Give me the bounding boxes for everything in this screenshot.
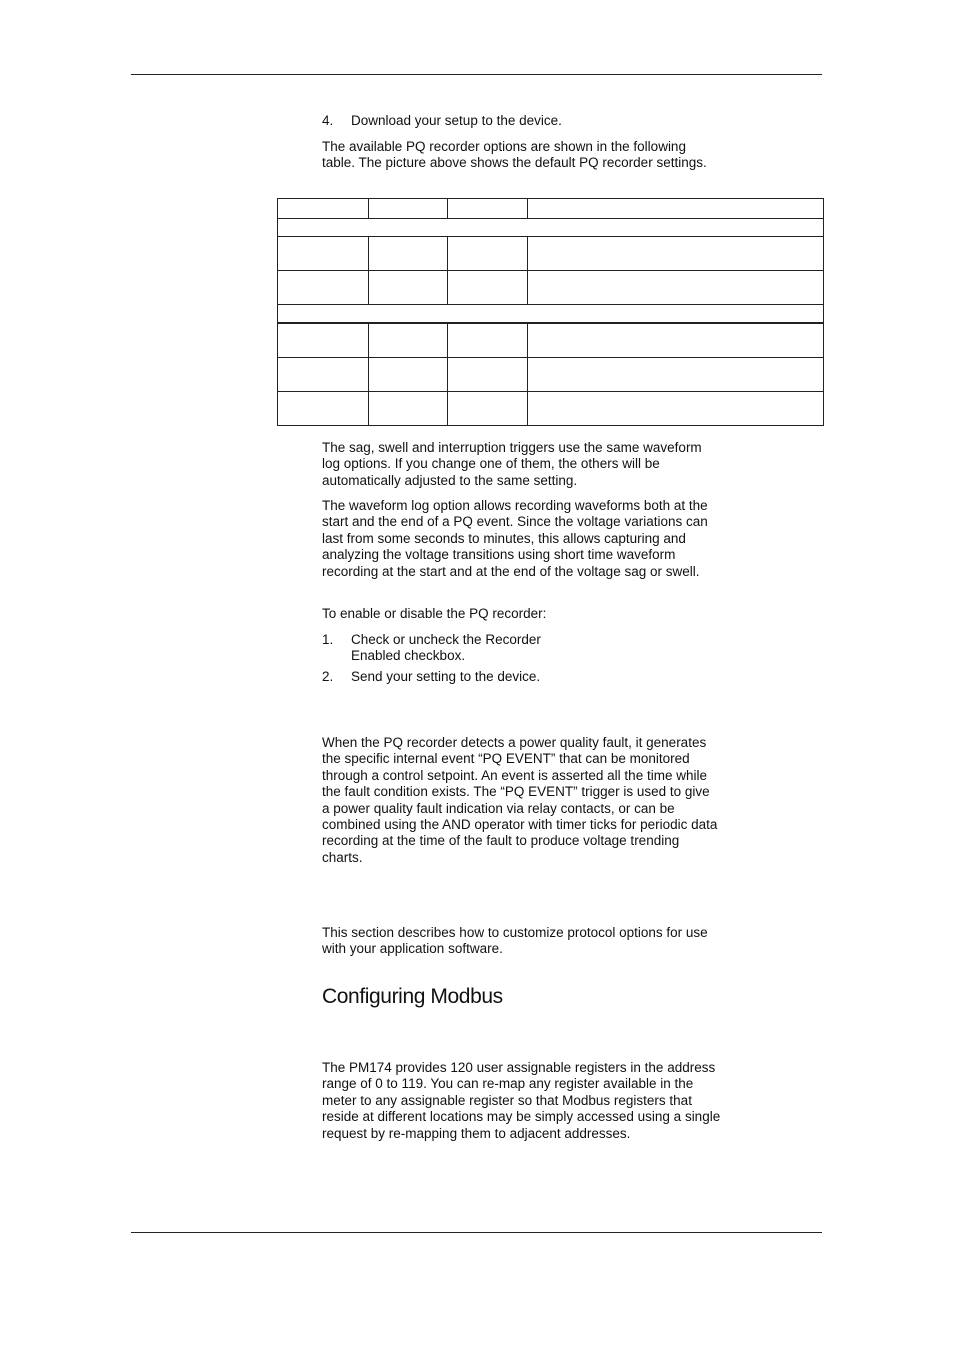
table-cell bbox=[528, 323, 824, 358]
step-text: Send your setting to the device. bbox=[351, 669, 541, 684]
table-header-cell bbox=[278, 199, 369, 219]
table-cell bbox=[369, 237, 448, 271]
section-heading-modbus: Configuring Modbus bbox=[322, 985, 503, 1008]
table-cell bbox=[528, 392, 824, 426]
header-rule bbox=[131, 74, 822, 75]
table-cell bbox=[528, 358, 824, 392]
table-cell bbox=[278, 237, 369, 271]
step-text: Download your setup to the device. bbox=[351, 113, 562, 128]
table-cell bbox=[369, 392, 448, 426]
table-cell bbox=[369, 271, 448, 305]
footer-rule bbox=[131, 1232, 822, 1233]
table-cell bbox=[448, 358, 528, 392]
table-cell bbox=[448, 237, 528, 271]
step-text: Check or uncheck the Recorder Enabled checkbox. bbox=[351, 632, 541, 664]
table-row bbox=[278, 358, 824, 392]
table-cell bbox=[278, 358, 369, 392]
step-number: 1. bbox=[322, 632, 334, 647]
table-group-row bbox=[278, 219, 824, 237]
protocol-paragraph: This section describes how to customize protocol options for use with your application software. bbox=[322, 925, 708, 957]
table-header-cell bbox=[528, 199, 824, 219]
table-cell bbox=[278, 392, 369, 426]
table-header-cell bbox=[448, 199, 528, 219]
table-row bbox=[278, 323, 824, 358]
table-group-row bbox=[278, 305, 824, 324]
table-cell bbox=[528, 237, 824, 271]
pq-event-paragraph: When the PQ recorder detects a power quality fault, it generates the specific internal event “PQ EVENT” that can be monitored through a control setpoint. An event is asserted all the time while the fault condition exists. The “PQ EVENT” trigger is used to give a power quality fault indication via relay contacts, or can be combined using the AND operator with timer ticks for periodic data recording at the time of the fault to produce voltage trending charts. bbox=[322, 735, 718, 865]
pq-options-table bbox=[277, 198, 824, 426]
table-row bbox=[278, 271, 824, 305]
table-row bbox=[278, 237, 824, 271]
table-cell bbox=[278, 271, 369, 305]
waveform-paragraph: The waveform log option allows recording waveforms both at the start and the end of a PQ event. Since the voltage variations can last from some seconds to minutes, this allows capturing and analyzing the voltage transitions using short time waveform recording at the start and at the end of the voltage sag or swell. bbox=[322, 498, 708, 579]
options-intro-paragraph: The available PQ recorder options are shown in the following table. The picture above shows the default PQ recorder settings. bbox=[322, 139, 707, 171]
table-header-cell bbox=[369, 199, 448, 219]
step-number: 2. bbox=[322, 669, 334, 684]
table-group-title bbox=[278, 305, 824, 324]
table-cell bbox=[448, 323, 528, 358]
table-cell bbox=[369, 358, 448, 392]
table-group-title bbox=[278, 219, 824, 237]
table-cell bbox=[448, 392, 528, 426]
table-cell bbox=[528, 271, 824, 305]
modbus-paragraph: The PM174 provides 120 user assignable registers in the address range of 0 to 119. You can re-map any register available in the meter to any assignable register so that Modbus registers that reside at different locations may be simply accessed using a single request by re-mapping them to adjacent addresses. bbox=[322, 1060, 721, 1141]
enable-intro-paragraph: To enable or disable the PQ recorder: bbox=[322, 606, 547, 621]
table-cell bbox=[369, 323, 448, 358]
table-cell bbox=[278, 323, 369, 358]
triggers-paragraph: The sag, swell and interruption triggers use the same waveform log options. If you change one of them, the others will be automatically adjusted to the same setting. bbox=[322, 440, 702, 488]
table-row bbox=[278, 392, 824, 426]
step-number: 4. bbox=[322, 113, 334, 128]
table-cell bbox=[448, 271, 528, 305]
table-header-row bbox=[278, 199, 824, 219]
